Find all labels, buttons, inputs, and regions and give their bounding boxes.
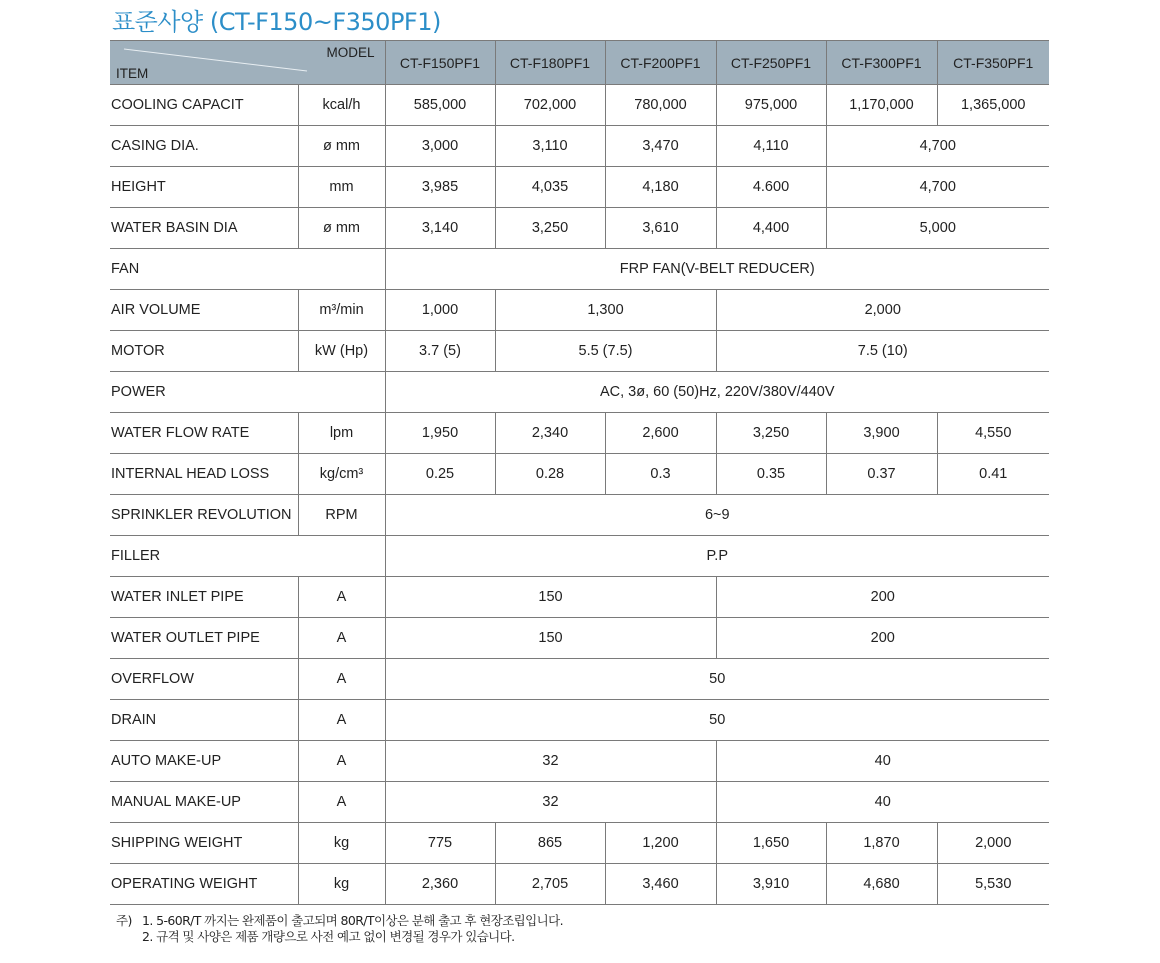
table-row [110,577,1049,618]
row-unit: lpm [298,413,385,454]
model-label: MODEL [326,45,375,60]
table-cell: 3,000 [385,126,495,167]
table-row [110,741,1049,782]
row-item-label: INTERNAL HEAD LOSS [110,454,298,495]
row-item-label: POWER [110,372,385,413]
table-cell: 40 [716,741,1049,782]
row-item-label: COOLING CAPACIT [110,85,298,126]
table-cell: 1,950 [385,413,495,454]
row-item-label: AIR VOLUME [110,290,298,331]
table-cell: 4.600 [716,167,826,208]
row-unit: mm [298,167,385,208]
table-cell: 4,110 [716,126,826,167]
table-row [110,167,1049,208]
model-header: CT-F250PF1 [716,41,826,85]
model-header: CT-F150PF1 [385,41,495,85]
table-cell: 4,035 [495,167,605,208]
table-cell: 1,170,000 [826,85,937,126]
row-unit: A [298,741,385,782]
model-header: CT-F180PF1 [495,41,605,85]
table-cell: 1,870 [826,823,937,864]
table-cell: 4,400 [716,208,826,249]
table-cell: 3,250 [716,413,826,454]
table-row [110,372,1049,413]
row-unit: kg/cm³ [298,454,385,495]
row-item-label: OPERATING WEIGHT [110,864,298,905]
table-cell: 780,000 [605,85,716,126]
table-row [110,823,1049,864]
page-title: 표준사양 (CT-F150~F350PF1) [112,8,441,36]
row-item-label: WATER OUTLET PIPE [110,618,298,659]
table-row [110,782,1049,823]
table-row [110,85,1049,126]
table-row [110,331,1049,372]
row-unit: A [298,577,385,618]
table-cell: 4,700 [826,126,1049,167]
row-item-label: WATER FLOW RATE [110,413,298,454]
table-cell: 3,460 [605,864,716,905]
footnotes [116,913,563,945]
row-item-label: SHIPPING WEIGHT [110,823,298,864]
table-row [110,208,1049,249]
row-unit: ø mm [298,208,385,249]
table-cell: 0.37 [826,454,937,495]
table-cell: 3,900 [826,413,937,454]
table-cell: 0.25 [385,454,495,495]
table-cell: 7.5 (10) [716,331,1049,372]
table-cell: 4,680 [826,864,937,905]
row-item-label: WATER BASIN DIA [110,208,298,249]
note-mark: 주) [116,913,132,928]
table-cell: 775 [385,823,495,864]
table-cell: 2,000 [937,823,1049,864]
table-cell: 2,000 [716,290,1049,331]
table-cell: 3,110 [495,126,605,167]
table-cell: 1,000 [385,290,495,331]
row-unit: kg [298,864,385,905]
table-cell: 2,340 [495,413,605,454]
row-item-label: FAN [110,249,385,290]
row-item-label: OVERFLOW [110,659,298,700]
table-row [110,454,1049,495]
table-cell: P.P [385,536,1049,577]
row-unit: RPM [298,495,385,536]
table-cell: 702,000 [495,85,605,126]
table-cell: 2,600 [605,413,716,454]
spec-table-body [110,85,1049,905]
table-cell: 0.41 [937,454,1049,495]
row-item-label: MANUAL MAKE-UP [110,782,298,823]
table-cell: 3,250 [495,208,605,249]
note-line: 1. 5-60R/T 까지는 완제품이 출고되며 80R/T이상은 분해 출고 후 현장조립입니다. [142,913,563,928]
row-item-label: WATER INLET PIPE [110,577,298,618]
item-label: ITEM [116,66,149,81]
model-header: CT-F300PF1 [826,41,937,85]
table-cell: 6~9 [385,495,1049,536]
table-cell: 1,300 [495,290,716,331]
row-unit: kg [298,823,385,864]
model-header: CT-F350PF1 [937,41,1049,85]
table-cell: FRP FAN(V-BELT REDUCER) [385,249,1049,290]
row-item-label: HEIGHT [110,167,298,208]
row-unit: kcal/h [298,85,385,126]
table-cell: 50 [385,700,1049,741]
table-row [110,249,1049,290]
table-cell: 3.7 (5) [385,331,495,372]
table-cell: 5,530 [937,864,1049,905]
header-corner-cell [110,41,385,85]
table-row [110,659,1049,700]
row-item-label: FILLER [110,536,385,577]
table-cell: 5.5 (7.5) [495,331,716,372]
row-unit: A [298,782,385,823]
table-cell: 150 [385,618,716,659]
row-unit: m³/min [298,290,385,331]
table-cell: 32 [385,782,716,823]
table-row [110,126,1049,167]
row-unit: A [298,700,385,741]
table-cell: 4,700 [826,167,1049,208]
row-item-label: CASING DIA. [110,126,298,167]
table-cell: 150 [385,577,716,618]
table-cell: 865 [495,823,605,864]
table-cell: 200 [716,577,1049,618]
spec-table [110,40,1049,905]
note-line: 2. 규격 및 사양은 제품 개량으로 사전 예고 없이 변경될 경우가 있습니다. [142,929,515,944]
model-header: CT-F200PF1 [605,41,716,85]
table-cell: 3,610 [605,208,716,249]
table-cell: 0.3 [605,454,716,495]
table-cell: 3,470 [605,126,716,167]
row-unit: A [298,618,385,659]
table-cell: 585,000 [385,85,495,126]
table-cell: AC, 3ø, 60 (50)Hz, 220V/380V/440V [385,372,1049,413]
table-cell: 4,550 [937,413,1049,454]
table-row [110,413,1049,454]
table-cell: 2,705 [495,864,605,905]
table-cell: 1,365,000 [937,85,1049,126]
table-cell: 1,650 [716,823,826,864]
row-unit: kW (Hp) [298,331,385,372]
header-row [110,41,1049,85]
table-cell: 3,910 [716,864,826,905]
table-row [110,536,1049,577]
table-row [110,700,1049,741]
table-cell: 0.35 [716,454,826,495]
row-item-label: DRAIN [110,700,298,741]
row-unit: A [298,659,385,700]
table-cell: 4,180 [605,167,716,208]
table-row [110,495,1049,536]
table-cell: 0.28 [495,454,605,495]
table-cell: 50 [385,659,1049,700]
row-item-label: MOTOR [110,331,298,372]
row-item-label: SPRINKLER REVOLUTION [110,495,298,536]
table-cell: 40 [716,782,1049,823]
table-cell: 3,140 [385,208,495,249]
table-cell: 200 [716,618,1049,659]
table-cell: 32 [385,741,716,782]
table-row [110,864,1049,905]
table-cell: 3,985 [385,167,495,208]
table-cell: 1,200 [605,823,716,864]
table-cell: 2,360 [385,864,495,905]
row-unit: ø mm [298,126,385,167]
row-item-label: AUTO MAKE-UP [110,741,298,782]
table-cell: 5,000 [826,208,1049,249]
table-row [110,618,1049,659]
table-cell: 975,000 [716,85,826,126]
table-row [110,290,1049,331]
